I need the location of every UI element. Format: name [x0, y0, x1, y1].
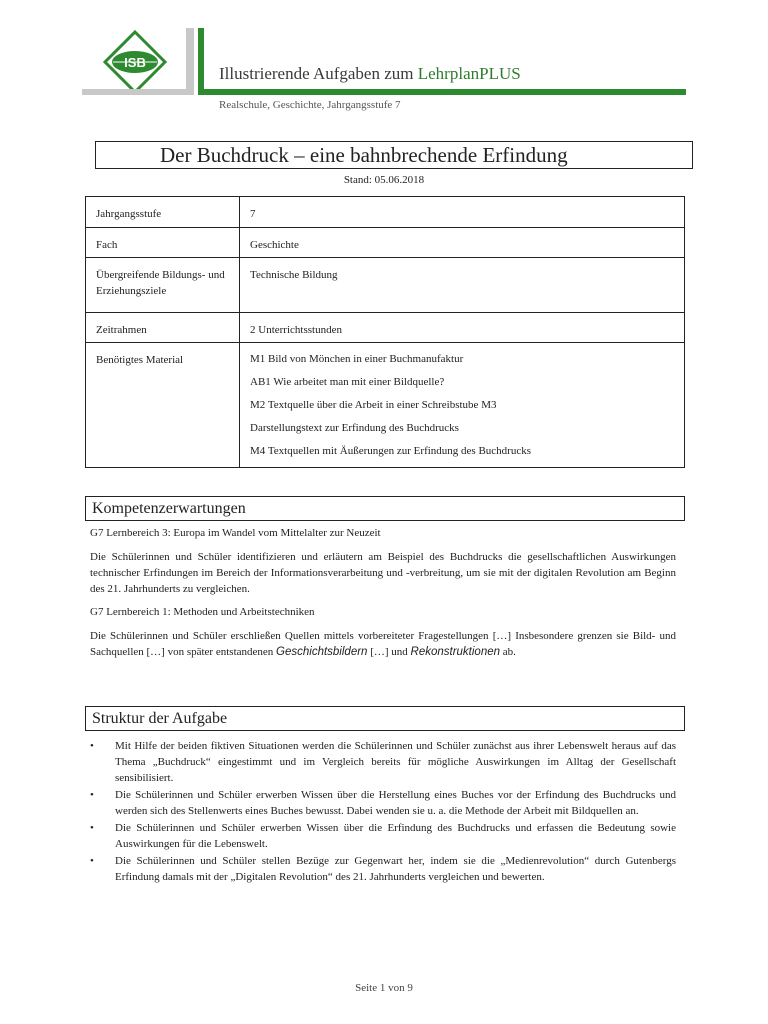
header-gray-bar — [186, 28, 194, 90]
list-item — [90, 787, 676, 819]
lb1-text-a: Die Schülerinnen und Schüler erschließen Quellen mittels vorbereiteter Fragestellungen […] Insbesondere grenzen sie Bild- und Sachquellen […] von später entstandenen — [90, 630, 676, 658]
logo-text: ISB — [124, 55, 146, 70]
info-table — [85, 196, 685, 468]
row-value: 2 Unterrichtsstunden — [240, 313, 685, 343]
bullet-icon: • — [90, 822, 94, 834]
list-item-text: Mit Hilfe der beiden fiktiven Situationen werden die Schülerinnen und Schüler zunächst aus ihrer Lebenswelt heraus auf das Thema „Buchdruck“ eingestimmt und im Vergleich bereits für mögliche Auswirkungen im Alltag der Gesellschaft sensibilisiert. — [115, 740, 676, 784]
table-row — [86, 228, 685, 258]
lb1-text-b: […] und — [367, 646, 411, 658]
table-row — [86, 258, 685, 313]
header-gray-line — [82, 89, 194, 95]
row-key: Benötigtes Material — [86, 343, 240, 468]
material-item: M1 Bild von Mönchen in einer Buchmanufaktur — [250, 353, 464, 365]
table-row — [86, 313, 685, 343]
row-value: 7 — [240, 197, 685, 228]
list-item-text: Die Schülerinnen und Schüler erwerben Wissen über die Herstellung eines Buches vor der Erfindung des Buchdrucks und werden sich des Stellenwerts eines Buches bewusst. Dabei wenden sie u. a. die Methode der Arbeit mit Bildquellen an. — [115, 789, 676, 817]
row-key: Fach — [86, 228, 240, 258]
header-title — [219, 64, 521, 84]
struktur-list — [90, 738, 676, 886]
row-key: Jahrgangsstufe — [86, 197, 240, 228]
row-key: Zeitrahmen — [86, 313, 240, 343]
material-item: AB1 Wie arbeitet man mit einer Bildquelle? — [250, 376, 445, 388]
header-green-bar — [198, 28, 204, 95]
row-value: Geschichte — [240, 228, 685, 258]
bullet-icon: • — [90, 789, 94, 801]
lb3-heading: G7 Lernbereich 3: Europa im Wandel vom Mittelalter zur Neuzeit — [90, 527, 381, 539]
bullet-icon: • — [90, 740, 94, 752]
isb-logo — [103, 30, 167, 94]
document-date: Stand: 05.06.2018 — [343, 174, 425, 186]
row-key: Übergreifende Bildungs- und Erziehungsziele — [86, 258, 240, 313]
list-item — [90, 820, 676, 852]
table-row — [86, 197, 685, 228]
section-heading-struktur: Struktur der Aufgabe — [85, 706, 685, 731]
lb1-heading: G7 Lernbereich 1: Methoden und Arbeitstechniken — [90, 606, 315, 618]
material-item: M2 Textquelle über die Arbeit in einer Schreibstube M3 — [250, 399, 497, 411]
lb1-text-c: ab. — [500, 646, 516, 658]
list-item — [90, 853, 676, 885]
header-title-brand: LehrplanPLUS — [417, 64, 521, 83]
header-green-line — [198, 89, 686, 95]
list-item — [90, 738, 676, 786]
lb1-text — [90, 628, 676, 660]
page-number: Seite 1 von 9 — [355, 982, 413, 994]
list-item-text: Die Schülerinnen und Schüler stellen Bezüge zur Gegenwart her, indem sie die „Medienrevolution“ durch Gutenbergs Erfindung damals mit der „Digitalen Revolution“ des 21. Jahrhunderts vergleichen und bewerten. — [115, 855, 676, 883]
section-heading-kompetenz: Kompetenzerwartungen — [85, 496, 685, 521]
lb3-text: Die Schülerinnen und Schüler identifizieren und erläutern am Beispiel des Buchdrucks die gesellschaftlichen Auswirkungen technischer Erfindungen im Bereich der Informationsverarbeitung und -verbreitung, um sie mit der digitalen Revolution am Beginn des 21. Jahrhunderts zu vergleichen. — [90, 551, 676, 595]
material-item: M4 Textquellen mit Äußerungen zur Erfindung des Buchdrucks — [250, 445, 531, 457]
lb1-emphasis-2: Rekonstruktionen — [410, 646, 501, 658]
material-list — [240, 343, 685, 468]
table-row — [86, 343, 685, 468]
list-item-text: Die Schülerinnen und Schüler erwerben Wissen über die Erfindung des Buchdrucks und erfassen die Bedeutung sowie Auswirkungen für die Lebenswelt. — [115, 822, 676, 850]
header-subtitle: Realschule, Geschichte, Jahrgangsstufe 7 — [219, 99, 401, 111]
material-item: Darstellungstext zur Erfindung des Buchdrucks — [250, 422, 459, 434]
lb1-emphasis-1: Geschichtsbildern — [276, 646, 368, 658]
document-title: Der Buchdruck – eine bahnbrechende Erfindung — [95, 141, 693, 169]
header-title-prefix: Illustrierende Aufgaben zum — [219, 64, 414, 83]
bullet-icon: • — [90, 855, 94, 867]
row-value: Technische Bildung — [240, 258, 685, 313]
